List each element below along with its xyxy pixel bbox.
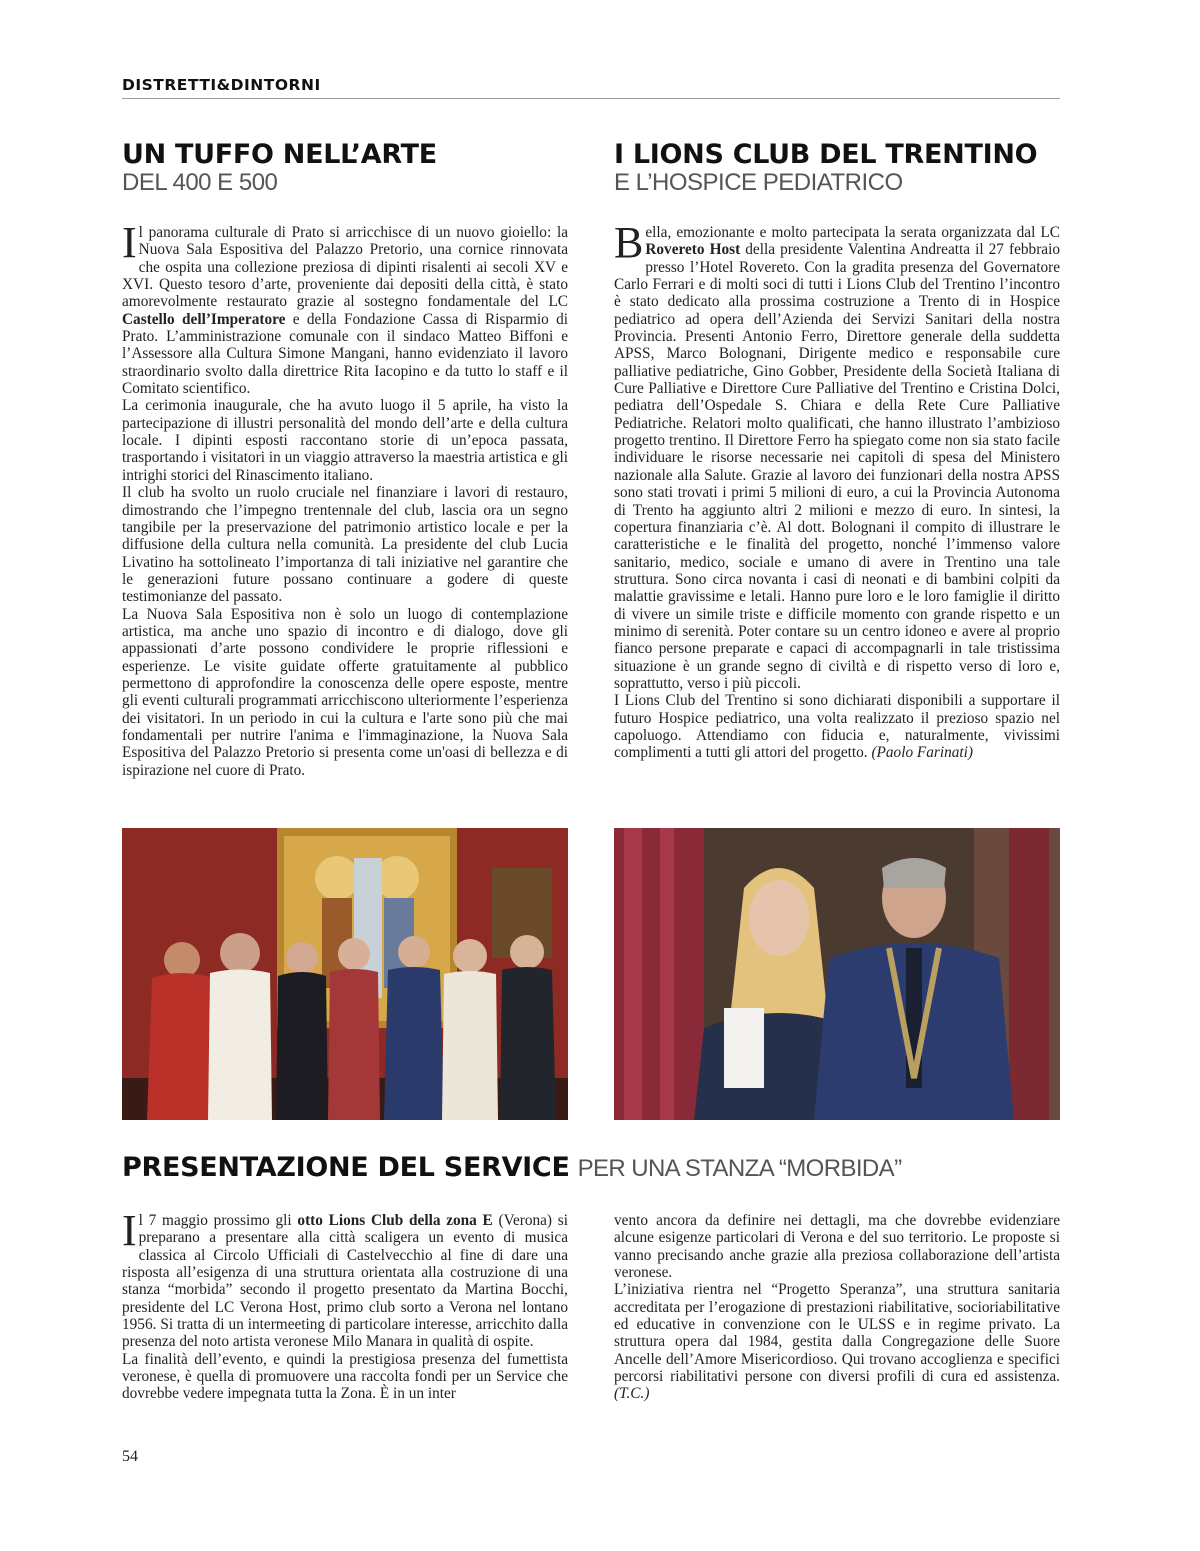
drop-cap: B	[614, 218, 644, 267]
photo-couple-portrait	[614, 828, 1060, 1120]
drop-cap: I	[122, 1206, 137, 1255]
paragraph: Il club ha svolto un ruolo cruciale nel finanziare i lavori di restauro, dimostrando che l’impegno trentennale del club, lascia ora un segno tangibile per la preservazione del patrimonio artistico locale e per la diffusione della cultura nella comunità. La presidente del club Lucia Livatino ha sottolineato l’importanza di tali iniziative nel garantire che le generazioni future possano continuare a godere di queste testimonianze del passato.	[122, 484, 568, 606]
article-service-header	[122, 1152, 1062, 1183]
article-arte	[122, 140, 568, 779]
paragraph: I Lions Club del Trentino si sono dichiarati disponibili a supportare il futuro Hospice pediatrico, una volta realizzato il prezioso spazio nel capoluogo. Attendiamo con fiducia e, naturalmente, vivissimi complimenti a tutti gli attori del progetto. (Paolo Farinati)	[614, 692, 1060, 762]
paragraph: vento ancora da definire nei dettagli, ma che dovrebbe evidenziare alcune esigenze particolari di Verona e del suo territorio. Le proposte si vanno precisando anche grazie alla preziosa collaborazione dell’artista veronese.	[614, 1212, 1060, 1282]
article-subtitle: E L’HOSPICE PEDIATRICO	[614, 169, 903, 196]
page-number: 54	[122, 1448, 138, 1465]
article-lions-trentino	[614, 140, 1060, 762]
article-subtitle: PER UNA STANZA “MORBIDA”	[577, 1155, 902, 1182]
paragraph: L’iniziativa rientra nel “Progetto Speranza”, una struttura sanitaria accreditata per l’erogazione di prestazioni riabilitative, socioriabilitative ed educative in convenzione con le ULSS e in regime privato. La struttura opera dal 1984, gestita dalla Congregazione delle Suore Ancelle dell’Amore Misericordioso. Qui trovano accoglienza e specifici percorsi riabilitativi persone con diversi profili di cura ed assistenza. (T.C.)	[614, 1281, 1060, 1403]
paragraph: Il 7 maggio prossimo gli otto Lions Club della zona E (Verona) si preparano a presentare alla città scaligera un evento di musica classica al Circolo Ufficiali di Castelvecchio al fine di dare una risposta all’esigenza di una struttura orientata alla costruzione di una stanza “morbida” secondo il progetto presentato da Martina Bocchi, presidente del LC Verona Host, primo club sorto a Verona nel lontano 1956. Si tratta di un intermeeting di particolare interesse, arricchito dalla presenza del noto artista veronese Milo Manara in qualità di ospite.	[122, 1206, 568, 1351]
paragraph: Il panorama culturale di Prato si arricchisce di un nuovo gioiello: la Nuova Sala Espositiva del Palazzo Pretorio, una cornice rinnovata che ospita una collezione preziosa di dipinti risalenti ai secoli XV e XVI. Questo tesoro d’arte, proveniente dai depositi della città, è stato amorevolmente restaurato grazie al sostegno fondamentale del LC Castello dell’Imperatore e della Fondazione Cassa di Risparmio di Prato. L’amministrazione comunale con il sindaco Matteo Biffoni e l’Assessore alla Cultura Simone Mangani, hanno evidenziato il lavoro straordinario svolto dalla direttrice Rita Iacopino e da tutto lo staff e il Comitato scientifico.	[122, 218, 568, 398]
signature: (T.C.)	[614, 1385, 650, 1403]
paragraph: La finalità dell’evento, e quindi la prestigiosa presenza del fumettista veronese, è quella di promuovere una raccolta fondi per un Service che dovrebbe vedere impegnata tutta la Zona. È in un inter	[122, 1350, 568, 1403]
signature: (Paolo Farinati)	[871, 744, 973, 762]
paragraph: La Nuova Sala Espositiva non è solo un luogo di contemplazione artistica, ma anche uno spazio di incontro e di dialogo, dove gli appassionati d’arte possono condividere le proprie riflessioni e esperienze. Le visite guidate offerte gratuitamente al pubblico permettono di approfondire la conoscenza delle opere esposte, mentre gli eventi culturali programmati arricchiscono ulteriormente l’esperienza dei visitatori. In un periodo in cui la cultura e l'arte sono più che mai fondamentali per nutrire l'anima e l'immaginazione, la Nuova Sala Espositiva del Palazzo Pretorio si presenta come un'oasi di bellezza e di ispirazione nel cuore di Prato.	[122, 605, 568, 779]
paragraph: Bella, emozionante e molto partecipata la serata organizzata dal LC Rovereto Host della presidente Valentina Andreatta il 27 febbraio presso l’Hotel Rovereto. Con la gradita presenza del Governatore Carlo Ferrari e di molti soci di tutti i Lions Club del Trentino l’incontro è stato dedicato alla prossima costruzione a Trento di in Hospice pediatrico ad opera dell’Azienda dei Servizi Sanitari della nostra Provincia. Presenti Antonio Ferro, Direttore generale della suddetta APSS, Marco Bolognani, Dirigente medico e responsabile cure palliative pediatriche, Gino Gobber, Presidente della Società Italiana di Cure Palliative e Direttore Cure Palliative del Trentino e Cristina Dolci, pediatra dell’Ospedale S. Chiara e della Rete Cure Palliative Pediatriche. Relatori molto qualificati, che hanno illustrato l’ambizioso progetto trentino. Il Direttore Ferro ha spiegato come non sia stato facile individuare le risorse necessarie nei capitoli di spesa del Ministero nazionale alla Salute. Grazie al lavoro dei funzionari della nostra APSS sono stati trovati i primi 5 milioni di euro, a cui la Provincia Autonoma di Trento ha aggiunto altri 2 milioni e mezzo di euro. In sintesi, la copertura finanziaria c’è. Al dott. Bolognani il compito di illustrare le caratteristiche e le finalità del progetto, nonché l’immenso valore sanitario, medico, sociale e umano di avere in Trentino una tale struttura. Sono circa novanta i casi di neonati e di bambini colpiti da malattie gravissime e letali. Hanno pure loro e le loro famiglie il diritto di vivere un simile triste e difficile momento con grande rispetto e un minimo di serenità. Poter contare su un centro idoneo e avere al proprio fianco persone preparate e capaci di accompagnarli in tale tristissima situazione è un grande segno di civiltà e di rispetto verso di loro e, soprattutto, verso i più piccoli.	[614, 218, 1060, 692]
paragraph: La cerimonia inaugurale, che ha avuto luogo il 5 aprile, ha visto la partecipazione di illustri personalità del mondo dell’arte e della cultura locale. I dipinti esposti raccontano storie di un’epoca passata, trasportando i visitatori in un viaggio attraverso la maestria artistica e gli intrighi storici del Rinascimento italiano.	[122, 397, 568, 484]
section-header	[122, 76, 1060, 99]
article-title: PRESENTAZIONE DEL SERVICE	[122, 1152, 570, 1183]
article-service-col2	[614, 1212, 1060, 1403]
article-subtitle: DEL 400 E 500	[122, 169, 278, 196]
article-body	[614, 218, 1060, 762]
article-title: UN TUFFO NELL’ARTE	[122, 139, 437, 170]
photo-group-gallery	[122, 828, 568, 1120]
article-title: I LIONS CLUB DEL TRENTINO	[614, 139, 1038, 170]
article-service-col1	[122, 1206, 568, 1403]
section-label: DISTRETTI&DINTORNI	[122, 76, 321, 94]
drop-cap: I	[122, 218, 137, 267]
article-body	[122, 218, 568, 779]
